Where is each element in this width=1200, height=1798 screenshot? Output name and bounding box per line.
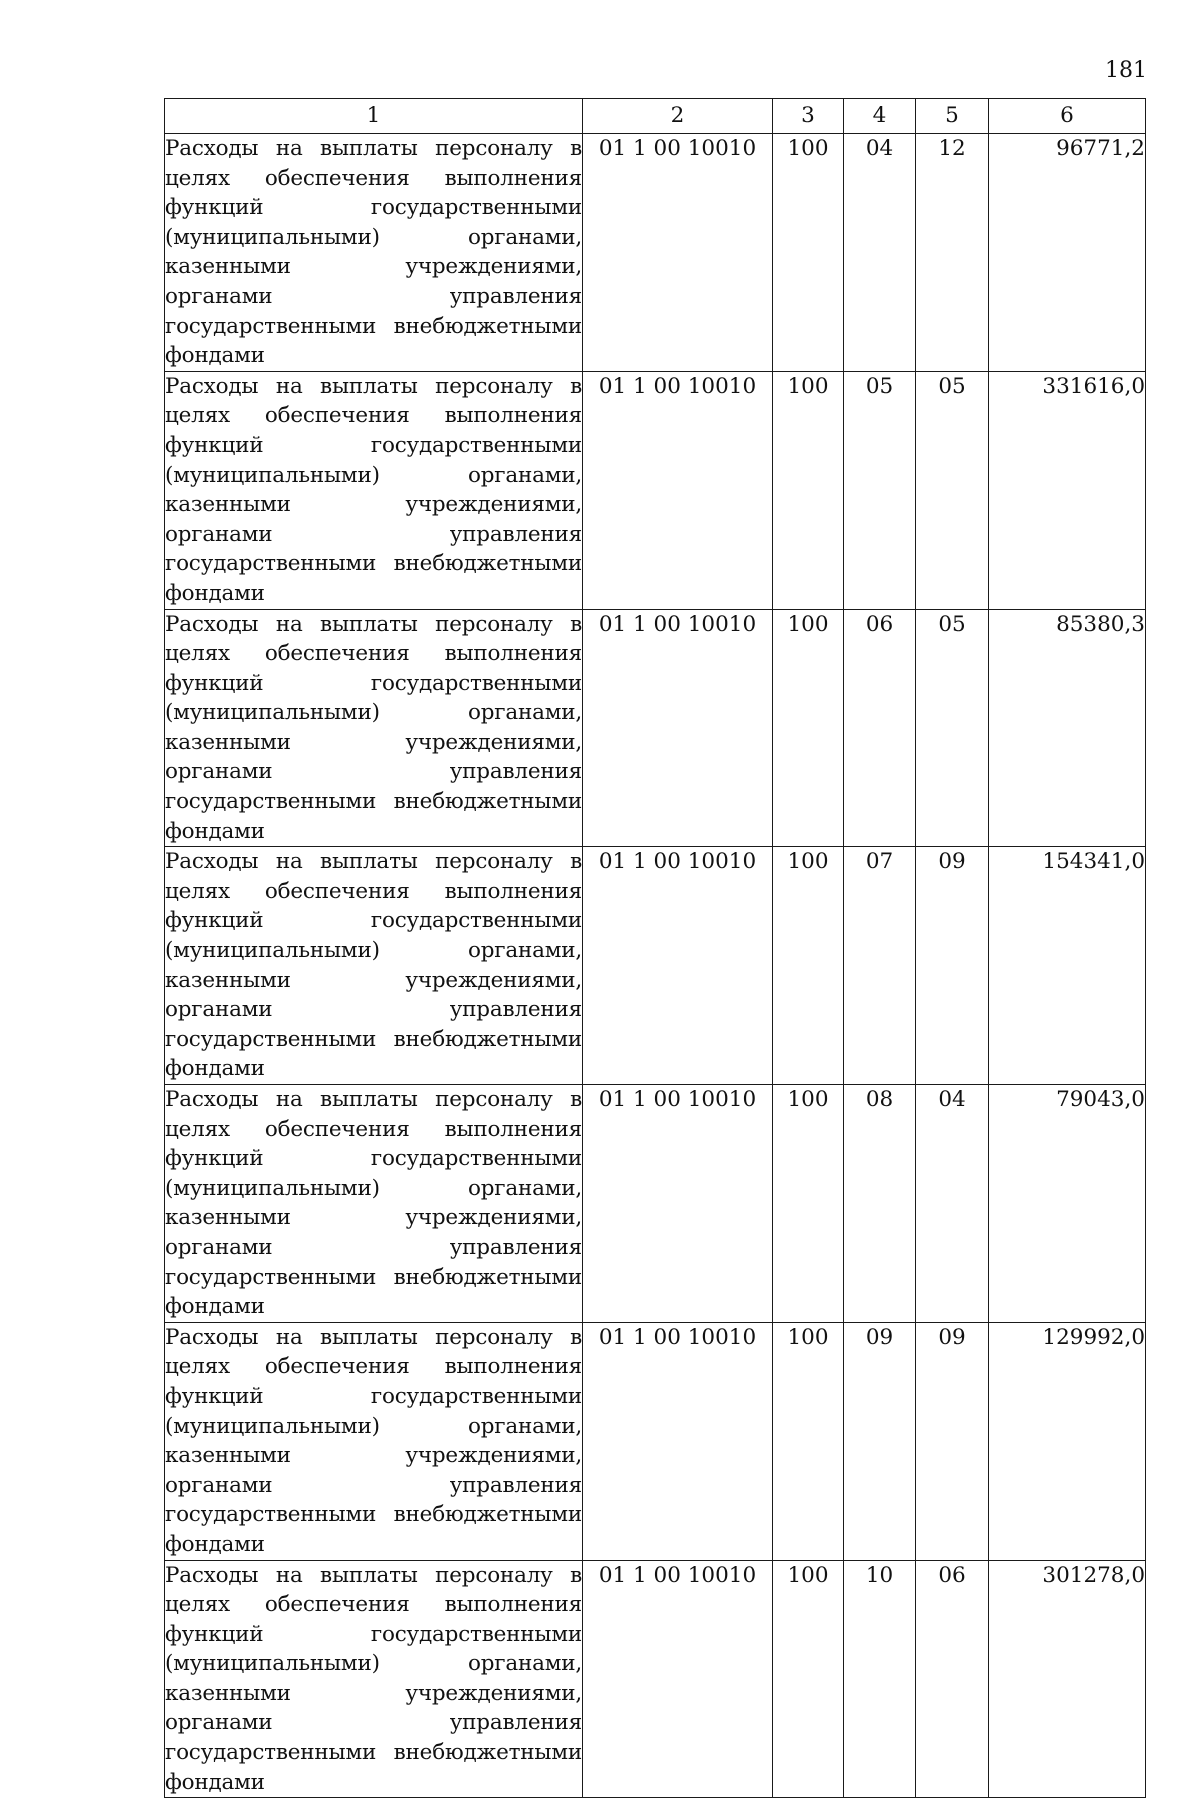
expense-name-text: Расходы на выплаты персоналу в целях обеспечения выполнения функций государственными (муниципальными) органами, казенными учреждениями, органами управления государственными внебюджетными фондами: [165, 611, 582, 844]
expense-name-text: Расходы на выплаты персоналу в целях обеспечения выполнения функций государственными (муниципальными) органами, казенными учреждениями, органами управления государственными внебюджетными фондами: [165, 373, 582, 606]
expense-name-cell: [165, 1560, 583, 1798]
expense-type-cell: 100: [773, 609, 844, 847]
expense-type-cell: 100: [773, 1560, 844, 1798]
amount-cell: 79043,0: [989, 1085, 1146, 1323]
subsection-cell: 09: [916, 847, 989, 1085]
target-article-code-cell: 01 1 00 10010: [583, 609, 773, 847]
amount-cell: 331616,0: [989, 371, 1146, 609]
target-article-code-cell: 01 1 00 10010: [583, 1085, 773, 1323]
expense-name-cell: [165, 609, 583, 847]
column-header-6: 6: [989, 99, 1146, 134]
section-cell: 04: [844, 134, 916, 372]
column-header-1: 1: [165, 99, 583, 134]
table-row: [165, 134, 1146, 372]
section-cell: 06: [844, 609, 916, 847]
amount-cell: 96771,2: [989, 134, 1146, 372]
page-number: 181: [1105, 58, 1147, 83]
subsection-cell: 04: [916, 1085, 989, 1323]
amount-cell: 301278,0: [989, 1560, 1146, 1798]
expense-name-text: Расходы на выплаты персоналу в целях обеспечения выполнения функций государственными (муниципальными) органами, казенными учреждениями, органами управления государственными внебюджетными фондами: [165, 1324, 582, 1557]
table-row: [165, 609, 1146, 847]
table-row: [165, 1085, 1146, 1323]
subsection-cell: 06: [916, 1560, 989, 1798]
expense-name-cell: [165, 371, 583, 609]
target-article-code-cell: 01 1 00 10010: [583, 847, 773, 1085]
budget-table: [164, 98, 1146, 1798]
target-article-code-cell: 01 1 00 10010: [583, 1560, 773, 1798]
section-cell: 10: [844, 1560, 916, 1798]
expense-type-cell: 100: [773, 1322, 844, 1560]
section-cell: 05: [844, 371, 916, 609]
section-cell: 09: [844, 1322, 916, 1560]
target-article-code-cell: 01 1 00 10010: [583, 371, 773, 609]
amount-cell: 129992,0: [989, 1322, 1146, 1560]
subsection-cell: 09: [916, 1322, 989, 1560]
subsection-cell: 05: [916, 371, 989, 609]
column-header-2: 2: [583, 99, 773, 134]
table-header-row: [165, 99, 1146, 134]
target-article-code-cell: 01 1 00 10010: [583, 1322, 773, 1560]
expense-name-cell: [165, 134, 583, 372]
section-cell: 07: [844, 847, 916, 1085]
column-header-4: 4: [844, 99, 916, 134]
amount-cell: 85380,3: [989, 609, 1146, 847]
table-row: [165, 371, 1146, 609]
expense-type-cell: 100: [773, 847, 844, 1085]
table-row: [165, 1322, 1146, 1560]
expense-name-cell: [165, 847, 583, 1085]
table-row: [165, 847, 1146, 1085]
column-header-3: 3: [773, 99, 844, 134]
expense-type-cell: 100: [773, 371, 844, 609]
expense-type-cell: 100: [773, 1085, 844, 1323]
expense-name-text: Расходы на выплаты персоналу в целях обеспечения выполнения функций государственными (муниципальными) органами, казенными учреждениями, органами управления государственными внебюджетными фондами: [165, 1562, 582, 1795]
expense-name-text: Расходы на выплаты персоналу в целях обеспечения выполнения функций государственными (муниципальными) органами, казенными учреждениями, органами управления государственными внебюджетными фондами: [165, 1087, 582, 1320]
subsection-cell: 05: [916, 609, 989, 847]
table-row: [165, 1560, 1146, 1798]
target-article-code-cell: 01 1 00 10010: [583, 134, 773, 372]
section-cell: 08: [844, 1085, 916, 1323]
expense-name-cell: [165, 1322, 583, 1560]
column-header-5: 5: [916, 99, 989, 134]
subsection-cell: 12: [916, 134, 989, 372]
expense-type-cell: 100: [773, 134, 844, 372]
expense-name-cell: [165, 1085, 583, 1323]
amount-cell: 154341,0: [989, 847, 1146, 1085]
expense-name-text: Расходы на выплаты персоналу в целях обеспечения выполнения функций государственными (муниципальными) органами, казенными учреждениями, органами управления государственными внебюджетными фондами: [165, 136, 582, 369]
expense-name-text: Расходы на выплаты персоналу в целях обеспечения выполнения функций государственными (муниципальными) органами, казенными учреждениями, органами управления государственными внебюджетными фондами: [165, 849, 582, 1082]
